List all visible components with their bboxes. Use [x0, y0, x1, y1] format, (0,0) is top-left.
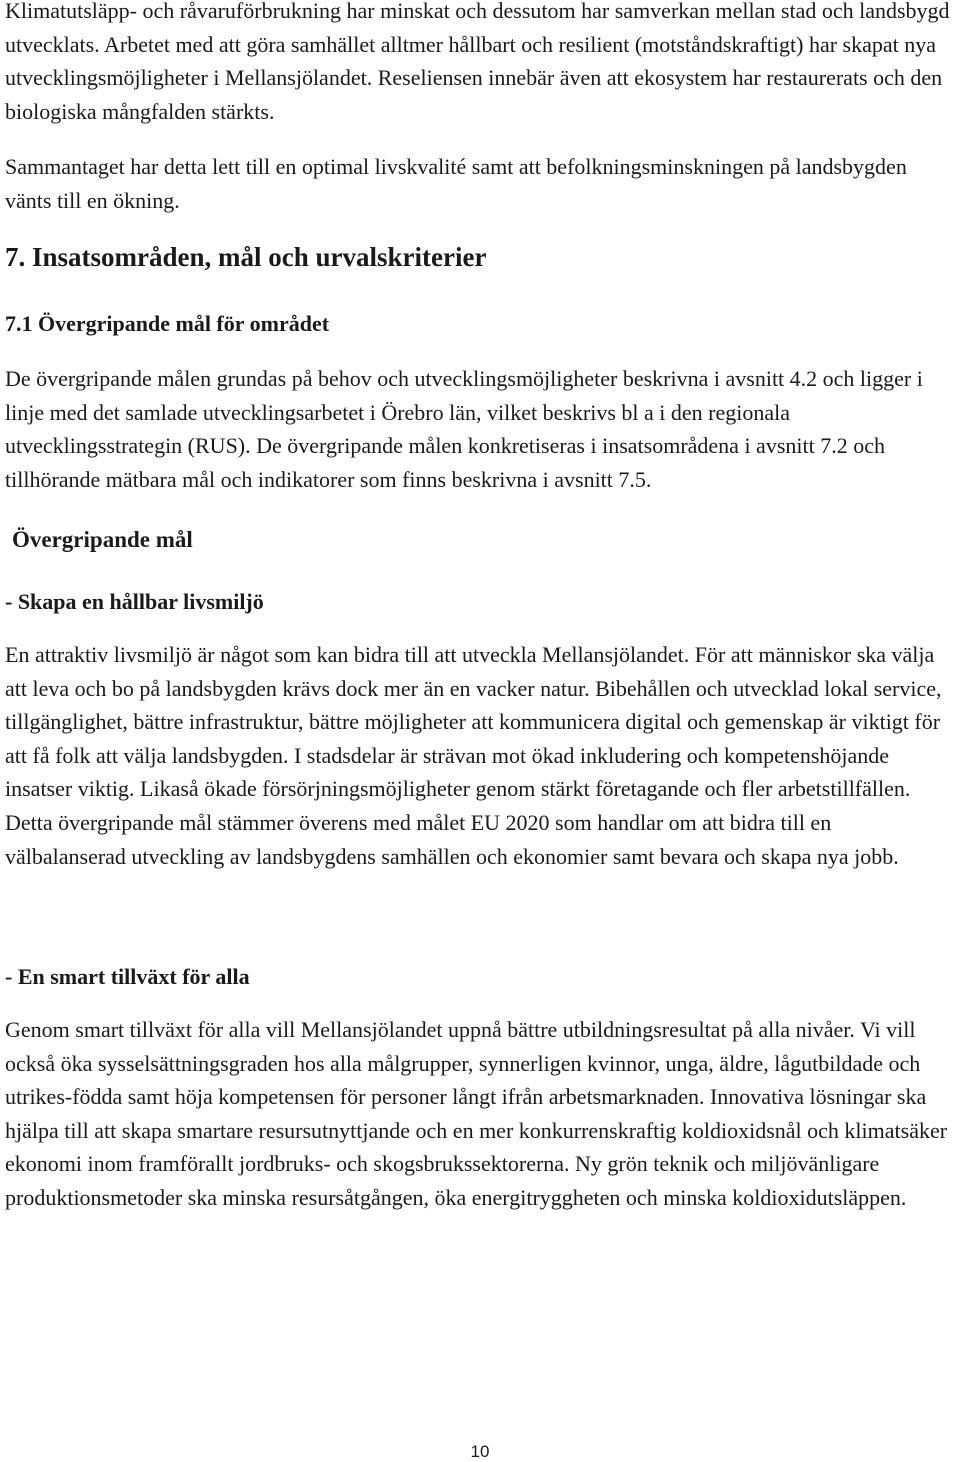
goal-2-title: - En smart tillväxt för alla: [5, 964, 250, 989]
page-number: 10: [470, 1442, 490, 1461]
goal-1-paragraph: En attraktiv livsmiljö är något som kan bidra till att utveckla Mellansjölandet. För att människor ska välja att leva och bo på landsbygden krävs dock mer än en vacker natur. Bibehållen och utvecklad lokal service, tillgänglighet, bättre infrastruktur, bättre möjligheter att kommunicera digital och gemenskap är viktigt för att få folk att välja landsbygden. I stadsdelar är strävan mot ökad inkludering och kompetenshöjande insatser viktig. Likaså ökade försörjningsmöjligheter genom stärkt företagande och fler arbetstillfällen. Detta övergripande mål stämmer överens med målet EU 2020 som handlar om att bidra till en välbalanserad utveckling av landsbygdens samhällen och ekonomier samt bevara och skapa nya jobb.: [5, 642, 942, 869]
goal-2-paragraph: Genom smart tillväxt för alla vill Mellansjölandet uppnå bättre utbildningsresultat på alla nivåer. Vi vill också öka sysselsättningsgraden hos alla målgrupper, synnerligen kvinnor, unga, äldre, lågutbildade och utrikes-födda samt höja kompetensen för personer långt ifrån arbetsmarknaden. Innovativa lösningar ska hjälpa till att skapa smartare resursutnyttjande och en mer konkurrenskraftig koldioxidsnål och klimatsäker ekonomi inom framförallt jordbruks- och skogsbrukssektorerna. Ny grön teknik och miljövänligare produktionsmetoder ska minska resursåtgången, öka energitryggheten och minska koldioxidutsläppen.: [5, 1017, 948, 1210]
goals-heading: Övergripande mål: [12, 527, 193, 552]
goal-1-title: - Skapa en hållbar livsmiljö: [5, 589, 264, 614]
section-heading: 7. Insatsområden, mål och urvalskriterier: [5, 242, 487, 272]
intro-paragraph: Klimatutsläpp- och råvaruförbrukning har minskat och dessutom har samverkan mellan stad och landsbygd utvecklats. Arbetet med att göra samhället alltmer hållbart och resilient (motståndskraftigt) har skapat nya utvecklingsmöjligheter i Mellansjölandet. Reseliensen innebär även att ekosystem har restaurerats och den biologiska mångfalden stärkts.: [5, 0, 950, 124]
summary-paragraph: Sammantaget har detta lett till en optimal livskvalité samt att befolkningsminskningen på landsbygden vänts till en ökning.: [5, 154, 907, 213]
subsection-heading: 7.1 Övergripande mål för området: [5, 311, 330, 336]
goals-intro-paragraph: De övergripande målen grundas på behov och utvecklingsmöjligheter beskrivna i avsnitt 4.2 och ligger i linje med det samlade utvecklingsarbetet i Örebro län, vilket beskrivs bl a i den regionala utvecklingsstrategin (RUS). De övergripande målen konkretiseras i insatsområdena i avsnitt 7.2 och tillhörande mätbara mål och indikatorer som finns beskrivna i avsnitt 7.5.: [5, 366, 923, 492]
